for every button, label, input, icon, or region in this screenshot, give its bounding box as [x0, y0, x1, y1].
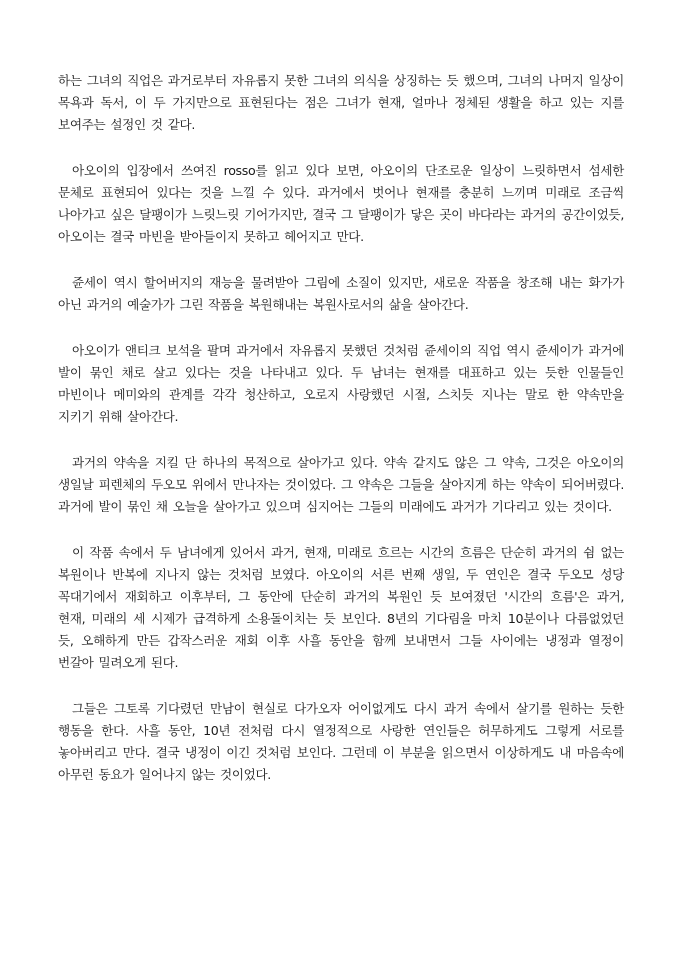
paragraph-6: 이 작품 속에서 두 남녀에게 있어서 과거, 현재, 미래로 흐르는 시간의 흐름은 단순히 과거의 쉼 없는 복원이나 반복에 지나지 않는 것처럼 보였다. 아오이의 서른 번째 생일, 두 연인은 결국 두오모 성당 꼭대기에서 재회하고 이후부터, 그 동안에 단순히 과거의 복원인 듯 보여졌던 '시간의 흐름'은 과거, 현재, 미래의 세 시제가 급격하게 소용돌이치는 듯 보인다. 8년의 기다림을 마치 10분이나 다름없었던 듯, 오해하게 만든 갑작스러운 재회 이후 사흘 동안을 함께 보내면서 그들 사이에는 냉정과 열정이 번갈아 밀려오게 된다.: [58, 545, 624, 670]
paragraph-7: 그들은 그토록 기다렸던 만남이 현실로 다가오자 어이없게도 다시 과거 속에서 살기를 원하는 듯한 행동을 한다. 사흘 동안, 10년 전처럼 다시 열정적으로 사랑한 연인들은 허무하게도 그렇게 서로를 놓아버리고 만다. 결국 냉정이 이긴 것처럼 보인다. 그런데 이 부분을 읽으면서 이상하게도 내 마음속에 아무런 동요가 일어나지 않는 것이었다.: [58, 701, 624, 782]
paragraph-4: 아오이가 앤티크 보석을 팔며 과거에서 자유롭지 못했던 것처럼 쥰세이의 직업 역시 쥰세이가 과거에 발이 묶인 채로 살고 있다는 것을 나타내고 있다. 두 남녀는 현재를 대표하고 있는 듯한 인물들인 마빈이나 메미와의 관계를 각각 청산하고, 오로지 사랑했던 시절, 스치듯 지나는 말로 한 약속만을 지키기 위해 살아간다.: [58, 343, 624, 424]
paragraph-2: 아오이의 입장에서 쓰여진 rosso를 읽고 있다 보면, 아오이의 단조로운 일상이 느릿하면서 섬세한 문체로 표현되어 있다는 것을 느낄 수 있다. 과거에서 벗어나 현재를 충분히 느끼며 미래로 조금씩 나아가고 싶은 달팽이가 느릿느릿 기어가지만, 결국 그 달팽이가 닿은 곳이 바다라는 과거의 공간이었듯, 아오이는 결국 마빈을 받아들이지 못하고 헤어지고 만다.: [58, 163, 624, 244]
paragraph-3: 쥰세이 역시 할어버지의 재능을 물려받아 그림에 소질이 있지만, 새로운 작품을 창조해 내는 화가가 아닌 과거의 예술가가 그린 작품을 복원해내는 복원사로서의 삶을 살아간다.: [58, 275, 624, 312]
paragraph-5: 과거의 약속을 지킬 단 하나의 목적으로 살아가고 있다. 약속 같지도 않은 그 약속, 그것은 아오이의 생일날 피렌체의 두오모 위에서 만나자는 것이었다. 그 약속은 그들을 살아지게 하는 약속이 되어버렸다. 과거에 발이 묶인 채 오늘을 살아가고 있으며 심지어는 그들의 미래에도 과거가 기다리고 있는 것이다.: [58, 455, 624, 514]
document-body: [58, 70, 624, 810]
paragraph-1: 하는 그녀의 직업은 과거로부터 자유롭지 못한 그녀의 의식을 상징하는 듯 했으며, 그녀의 나머지 일상이 목욕과 독서, 이 두 가지만으로 표현된다는 점은 그녀가 현재, 얼마나 정체된 생활을 하고 있는 지를 보여주는 설정인 것 같다.: [58, 73, 624, 132]
